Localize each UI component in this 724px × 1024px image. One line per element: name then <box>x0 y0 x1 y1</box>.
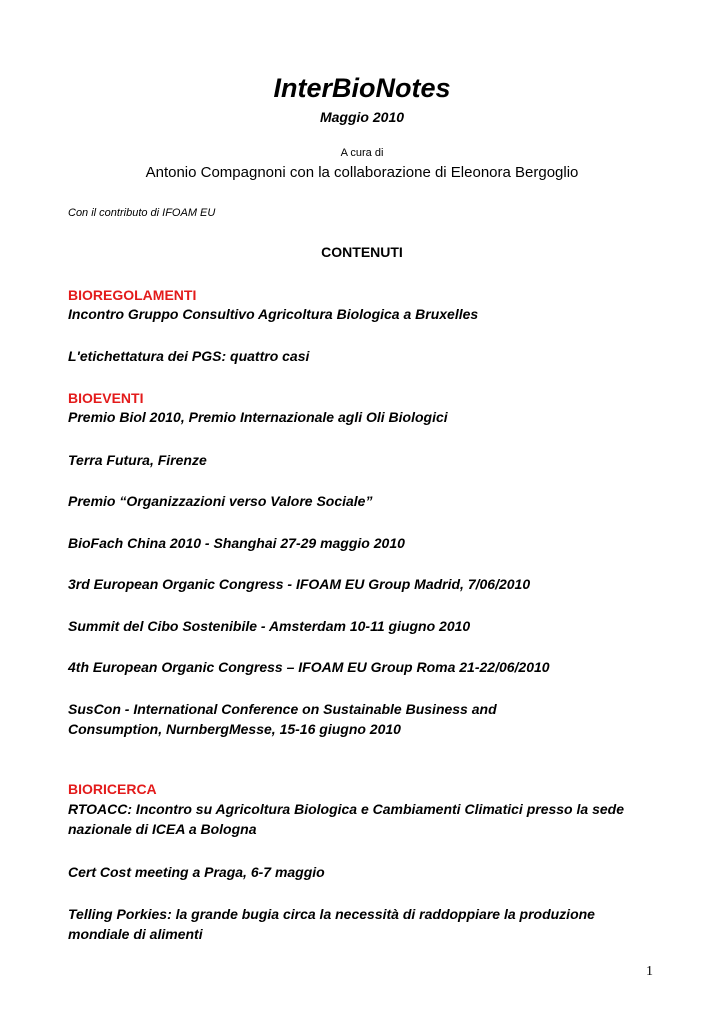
contents-item: 4th European Organic Congress – IFOAM EU Group Roma 21-22/06/2010 <box>68 659 550 675</box>
contents-item: 3rd European Organic Congress - IFOAM EU Group Madrid, 7/06/2010 <box>68 576 531 592</box>
contents-item: Telling Porkies: la grande bugia circa la necessità di raddoppiare la produzione mondiale di alimenti <box>68 906 595 942</box>
document-title: InterBioNotes <box>273 73 451 103</box>
contents-item: Terra Futura, Firenze <box>68 452 207 468</box>
contribution-note: Con il contributo di IFOAM EU <box>68 207 216 219</box>
contents-item: Premio Biol 2010, Premio Internazionale agli Oli Biologici <box>68 409 448 425</box>
contents-item: Incontro Gruppo Consultivo Agricoltura Biologica a Bruxelles <box>68 306 479 322</box>
editor-label: A cura di <box>340 147 384 159</box>
contents-item: BioFach China 2010 - Shanghai 27-29 maggio 2010 <box>68 535 405 551</box>
section-title-bioeventi: BIOEVENTI <box>68 390 144 406</box>
page-number: 1 <box>646 964 653 979</box>
contents-item: Cert Cost meeting a Praga, 6-7 maggio <box>68 864 325 880</box>
contents-item: Summit del Cibo Sostenibile - Amsterdam 10-11 giugno 2010 <box>68 618 471 634</box>
section-title-bioricerca: BIORICERCA <box>68 781 157 797</box>
contents-item: Premio “Organizzazioni verso Valore Sociale” <box>68 493 373 509</box>
authors-line: Antonio Compagnoni con la collaborazione di Eleonora Bergoglio <box>145 164 579 181</box>
contents-item: L'etichettatura dei PGS: quattro casi <box>68 348 310 364</box>
contents-heading: CONTENUTI <box>321 244 403 260</box>
section-title-bioregolamenti: BIOREGOLAMENTI <box>68 287 197 303</box>
contents-item: SusCon - International Conference on Sustainable Business and Consumption, NurnbergMesse, 15-16 giugno 2010 <box>68 701 497 737</box>
contents-item: RTOACC: Incontro su Agricoltura Biologica e Cambiamenti Climatici presso la sede nazionale di ICEA a Bologna <box>68 801 624 837</box>
issue-date: Maggio 2010 <box>319 109 405 125</box>
